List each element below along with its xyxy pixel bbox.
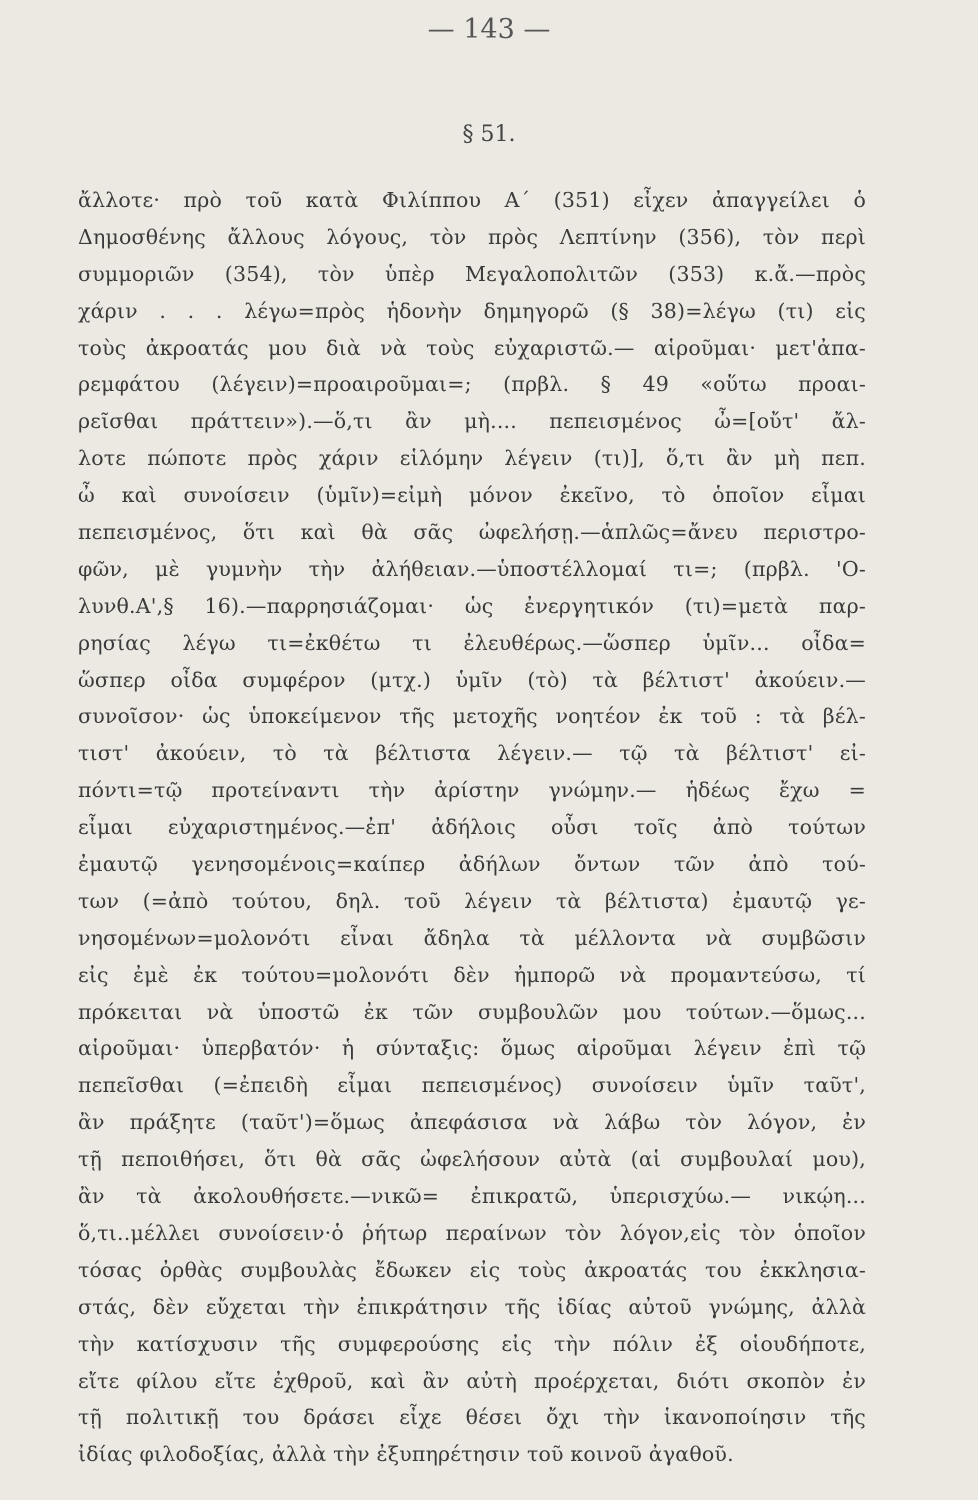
text-line: πόντι=τῷ προτείναντι τὴν ἀρίστην γνώμην.— ἡδέως ἔχω = [78, 778, 866, 803]
text-line: ἂν τὰ ἀκολουθήσετε.—νικῶ= ἐπικρατῶ, ὑπερισχύω.— νικῴη... [78, 1184, 866, 1209]
text-line: τόσας ὀρθὰς συμβουλὰς ἔδωκεν εἰς τοὺς ἀκροατάς του ἐκκλησια- [78, 1257, 866, 1282]
text-line: λυνθ.Α',§ 16).—παρρησιάζομαι· ὡς ἐνεργητικόν (τι)=μετὰ παρ- [78, 593, 866, 618]
text-line: τῇ πεποιθήσει, ὅτι θὰ σᾶς ὠφελήσουν αὐτὰ (αἱ συμβουλαί μου), [78, 1147, 866, 1172]
text-line: αἱροῦμαι· ὑπερβατόν· ἡ σύνταξις: ὅμως αἱροῦμαι λέγειν ἐπὶ τῷ [78, 1036, 866, 1061]
section-heading: § 51. [462, 122, 516, 147]
text-line: τιστ' ἀκούειν, τὸ τὰ βέλτιστα λέγειν.— τῷ τὰ βέλτιστ' εἰ- [78, 741, 866, 766]
text-line: πεπεισμένος, ὅτι καὶ θὰ σᾶς ὠφελήσῃ.—ἁπλῶς=ἄνευ περιστρο- [78, 520, 866, 545]
text-line: ὦ καὶ συνοίσειν (ὑμῖν)=εἰμὴ μόνον ἐκεῖνο, τὸ ὁποῖον εἶμαι [78, 483, 866, 508]
text-line: πεπεῖσθαι (=ἐπειδὴ εἶμαι πεπεισμένος) συνοίσειν ὑμῖν ταῦτ', [78, 1073, 866, 1098]
text-line: συνοῖσον· ὡς ὑποκείμενον τῆς μετοχῆς νοητέον ἐκ τοῦ : τὰ βέλ- [78, 704, 866, 729]
commentary-text [78, 182, 866, 1473]
text-line: τὴν κατίσχυσιν τῆς συμφερούσης εἰς τὴν πόλιν ἐξ οἱουδήποτε, [78, 1331, 866, 1356]
text-line: ἄλλοτε· πρὸ τοῦ κατὰ Φιλίππου Α΄ (351) εἶχεν ἀπαγγείλει ὁ [78, 188, 866, 212]
text-line: ἰδίας φιλοδοξίας, ἀλλὰ τὴν ἐξυπηρέτησιν τοῦ κοινοῦ ἀγαθοῦ. [78, 1442, 734, 1467]
text-line: ὅ,τι..μέλλει συνοίσειν·ὁ ῥήτωρ περαίνων τὸν λόγον,εἰς τὸν ὁποῖον [78, 1220, 866, 1245]
text-line: ἐμαυτῷ γενησομένοις=καίπερ ἀδήλων ὄντων τῶν ἀπὸ τού- [78, 852, 866, 877]
text-line: χάριν . . . λέγω=πρὸς ἡδονὴν δημηγορῶ (§ 38)=λέγω (τι) εἰς [78, 298, 866, 323]
text-line: Δημοσθένης ἄλλους λόγους, τὸν πρὸς Λεπτίνην (356), τὸν περὶ [78, 224, 866, 249]
text-line: εἰς ἐμὲ ἐκ τούτου=μολονότι δὲν ἠμπορῶ νὰ προμαντεύσω, τί [78, 962, 866, 987]
text-line: ἂν πράξητε (ταῦτ')=ὅμως ἀπεφάσισα νὰ λάβω τὸν λόγον, ἐν [78, 1110, 866, 1135]
text-line: στάς, δὲν εὔχεται τὴν ἐπικράτησιν τῆς ἰδίας αὐτοῦ γνώμης, ἀλλὰ [78, 1294, 866, 1319]
text-line: ρεῖσθαι πράττειν»).—ὅ,τι ἂν μὴ.... πεπεισμένος ὦ=[οὔτ' ἄλ- [78, 409, 866, 434]
text-line: τῇ πολιτικῇ του δράσει εἶχε θέσει ὄχι τὴν ἱκανοποίησιν τῆς [78, 1405, 866, 1430]
text-line: ρησίας λέγω τι=ἐκθέτω τι ἐλευθέρως.—ὥσπερ ὑμῖν... οἶδα= [78, 630, 866, 655]
text-line: ρεμφάτου (λέγειν)=προαιροῦμαι=; (πρβλ. § 49 «οὕτω προαι- [78, 372, 866, 397]
text-line: συμμοριῶν (354), τὸν ὑπὲρ Μεγαλοπολιτῶν (353) κ.ἄ.—πρὸς [78, 261, 866, 286]
text-line: τοὺς ἀκροατάς μου διὰ νὰ τοὺς εὐχαριστῶ.— αἱροῦμαι· μετ'ἀπα- [78, 335, 866, 360]
text-line: των (=ἀπὸ τούτου, δηλ. τοῦ λέγειν τὰ βέλτιστα) ἐμαυτῷ γε- [78, 888, 866, 913]
text-line: εἶμαι εὐχαριστημένος.—ἐπ' ἀδήλοις οὖσι τοῖς ἀπὸ τούτων [78, 815, 866, 840]
text-line: φῶν, μὲ γυμνὴν τὴν ἀλήθειαν.—ὑποστέλλομαί τι=; (πρβλ. 'Ο- [78, 556, 866, 581]
text-line: νησομένων=μολονότι εἶναι ἄδηλα τὰ μέλλοντα νὰ συμβῶσιν [78, 925, 866, 950]
text-line: πρόκειται νὰ ὑποστῶ ἐκ τῶν συμβουλῶν μου τούτων.—ὅμως... [78, 999, 866, 1024]
page-number: — 143 — [427, 14, 551, 45]
text-line: εἴτε φίλου εἴτε ἐχθροῦ, καὶ ἂν αὐτὴ προέρχεται, διότι σκοπὸν ἐν [78, 1368, 866, 1393]
text-line: ὥσπερ οἶδα συμφέρον (μτχ.) ὑμῖν (τὸ) τὰ βέλτιστ' ἀκούειν.— [78, 667, 866, 692]
text-line: λοτε πώποτε πρὸς χάριν εἱλόμην λέγειν (τι)], ὅ,τι ἂν μὴ πεπ. [78, 446, 866, 471]
